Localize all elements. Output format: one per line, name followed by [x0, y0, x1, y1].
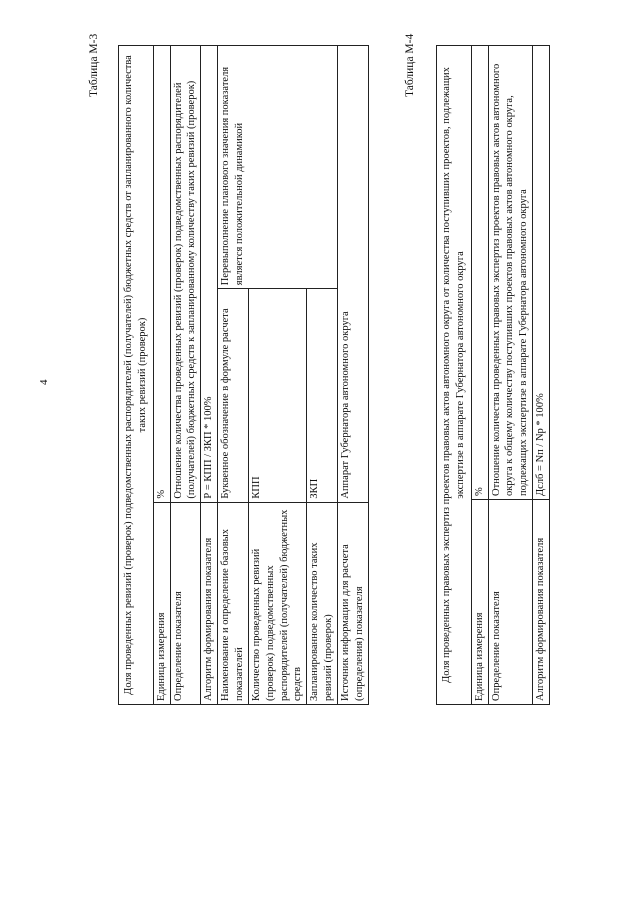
- base-row-label: Количество проведенных ревизий (проверок) подведомственных распорядителей (получателей) бюджетных средств: [248, 502, 306, 704]
- page-number: 4: [38, 379, 50, 385]
- table-m4-title: Доля проведенных правовых экспертиз проектов правовых актов автономного округа от количества поступивших проектов, подлежащих экспертизе в аппарате Губернатора автономного округа: [437, 46, 472, 705]
- base-row-designation: ЗКП: [307, 289, 338, 502]
- table-m3-title: Доля проведенных ревизий (проверок) подведомственных распорядителей (получателей) бюджетных средств от запланированного количества таких ревизий (проверок): [119, 46, 154, 705]
- row-value: %: [471, 46, 488, 500]
- row-value: Отношение количества проведенных правовых экспертиз проектов правовых актов автономного округа к общему количеству поступивших проектов правовых актов автономного округа, подлежащих экспертизе в аппарате Губернатора автономного округа: [488, 46, 533, 500]
- row-label: Определение показателя: [170, 502, 201, 704]
- source-label: Источник информации для расчета (определения) показателя: [338, 502, 369, 704]
- base-header-label: Наименование и определение базовых показателей: [218, 502, 249, 704]
- table-row: [488, 46, 533, 705]
- table-row: [218, 46, 249, 705]
- table-row: [201, 46, 218, 705]
- row-label: Алгоритм формирования показателя: [201, 502, 218, 704]
- source-value: Аппарат Губернатора автономного округа: [338, 46, 369, 503]
- row-label: Единица измерения: [153, 502, 170, 704]
- row-label: Определение показателя: [488, 500, 533, 705]
- table-m4: [436, 45, 550, 705]
- base-row-designation: КПП: [248, 289, 306, 502]
- row-value: Р = КПП / ЗКП * 100%: [201, 46, 218, 503]
- row-value: Отношение количества проведенных ревизий (проверок) подведомственных распорядителей (получателей) бюджетных средств к запланированному количеству таких ревизий (проверок): [170, 46, 201, 503]
- row-value: Дслб = Nп / Nр * 100%: [533, 46, 550, 500]
- table-row: [338, 46, 369, 705]
- base-row-label: Запланированное количество таких ревизий (проверок): [307, 502, 338, 704]
- row-label: Алгоритм формирования показателя: [533, 500, 550, 705]
- table-m3: [118, 45, 369, 705]
- table-m3-label: Таблица М-3: [88, 33, 100, 97]
- table-row: [170, 46, 201, 705]
- table-m4-label: Таблица М-4: [404, 33, 416, 97]
- row-value: %: [153, 46, 170, 503]
- table-row: [471, 46, 488, 705]
- base-header-designation: Буквенное обозначение в формуле расчета: [218, 289, 249, 502]
- row-label: Единица измерения: [471, 500, 488, 705]
- table-row: [153, 46, 170, 705]
- table-row: [533, 46, 550, 705]
- base-header-note: Перевыполнение планового значения показателя является положительной динамикой: [218, 46, 338, 289]
